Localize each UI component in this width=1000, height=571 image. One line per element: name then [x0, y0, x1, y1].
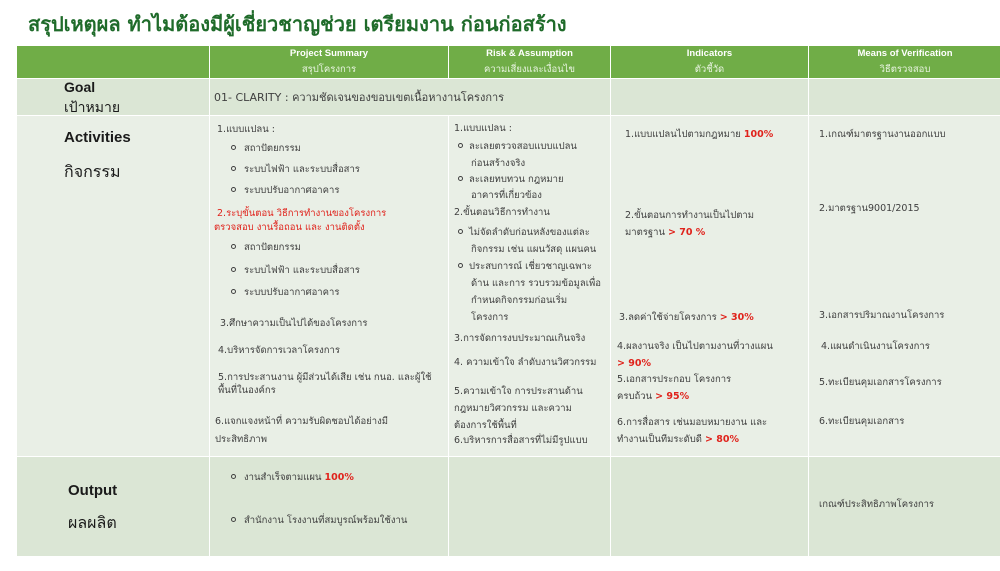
- summary-item-5-line-2: พื้นที่ในองค์กร: [218, 385, 276, 396]
- risk-item-5-line-1: 5.ความเข้าใจ การประสานด้าน: [454, 386, 583, 397]
- header-ind-en: Indicators: [686, 48, 733, 59]
- goal-label-en: Goal: [64, 79, 96, 95]
- summary-item-4: 4.บริหารจัดการเวลาโครงการ: [218, 345, 340, 356]
- mov-item-2: 2.มาตรฐาน9001/2015: [819, 203, 920, 214]
- indicator-4: 4.ผลงานจริง เป็นไปตามงานที่วางแผน: [617, 341, 773, 352]
- summary-item-1-bullet-1: สถาปัตยกรรม: [231, 142, 301, 155]
- mov-item-1: 1.เกณฑ์มาตรฐานงานออกแบบ: [819, 129, 946, 140]
- header-indicators: [611, 46, 808, 78]
- activities-label-en: Activities: [64, 129, 131, 146]
- header-mov-en: Means of Verification: [857, 48, 953, 59]
- risk-item-2-bullet-2: ประสบการณ์ เชี่ยวชาญเฉพาะ: [458, 260, 592, 273]
- summary-item-1-bullet-2: ระบบไฟฟ้า และระบบสื่อสาร: [231, 163, 360, 176]
- bullet-icon: [231, 166, 236, 171]
- output-item-2: สำนักงาน โรงงานที่สมบูรณ์พร้อมใช้งาน: [231, 514, 407, 527]
- summary-item-6-line-1: 6.แจกแจงหน้าที่ ความรับผิดชอบได้อย่างมี: [215, 416, 388, 427]
- risk-item-2-bullet-2-cont-1: ด้าน และการ รวบรวมข้อมูลเพื่อ: [471, 278, 601, 289]
- risk-item-2-bullet-2-cont-3: โครงการ: [471, 312, 509, 323]
- indicator-5-value: > 95%: [655, 391, 690, 402]
- goal-label-cell: [17, 79, 209, 115]
- activities-risk-cell: [449, 116, 610, 456]
- header-summary-th: สรุปโครงการ: [301, 64, 357, 75]
- header-summary-en: Project Summary: [289, 48, 369, 59]
- summary-item-1: 1.แบบแปลน :: [217, 124, 275, 135]
- indicator-4-value: > 90%: [617, 358, 652, 369]
- indicator-3-value: > 30%: [719, 312, 754, 323]
- goal-label-th: เป้าหมาย: [64, 100, 121, 115]
- bullet-icon: [458, 176, 463, 181]
- output-label-cell: [17, 457, 209, 556]
- output-mov-cell: [809, 457, 1000, 556]
- logframe-table: [17, 46, 1000, 556]
- mov-item-3: 3.เอกสารปริมาณงานโครงการ: [819, 310, 945, 321]
- summary-item-2-line-2: ตรวจสอบ งานรื้อถอน และ งานติดตั้ง: [214, 222, 365, 233]
- risk-item-5-line-3: ต้องการใช้พื้นที่: [454, 420, 517, 431]
- summary-item-2-bullet-2: ระบบไฟฟ้า และระบบสื่อสาร: [231, 264, 360, 277]
- indicator-2-value: > 70 %: [667, 227, 706, 238]
- indicator-6-value: > 80%: [704, 434, 739, 445]
- risk-item-1: 1.แบบแปลน :: [454, 123, 512, 134]
- activities-label-th: กิจกรรม: [64, 162, 121, 181]
- indicator-3: 3.ลดค่าใช้จ่ายโครงการ > 30%: [619, 312, 754, 323]
- risk-item-5-line-2: กฎหมายวิศวกรรม และความ: [454, 403, 572, 414]
- output-summary-cell: [210, 457, 448, 556]
- indicator-6-line-1: 6.การสื่อสาร เช่นมอบหมายงาน และ: [617, 417, 768, 428]
- bullet-icon: [231, 145, 236, 150]
- mov-item-6: 6.ทะเบียนคุมเอกสาร: [819, 416, 905, 427]
- header-risk-th: ความเสี่ยงและเงื่อนไข: [484, 64, 575, 75]
- goal-summary-cell: [210, 79, 610, 115]
- goal-mov-cell: [809, 79, 1000, 115]
- output-risk-cell: [449, 457, 610, 556]
- bullet-icon: [231, 517, 236, 522]
- summary-item-2-line-1: 2.ระบุขั้นตอน วิธีการทำงานของโครงการ: [217, 208, 387, 219]
- summary-item-6-line-2: ประสิทธิภาพ: [215, 434, 267, 445]
- activities-summary-cell: [210, 116, 448, 456]
- risk-item-1-bullet-1: ละเลยตรวจสอบแบบแปลน: [458, 140, 577, 153]
- output-label-en: Output: [68, 482, 118, 499]
- risk-item-1-bullet-1-cont: ก่อนสร้างจริง: [471, 158, 526, 169]
- indicator-1-value: 100%: [743, 129, 774, 140]
- summary-item-5-line-1: 5.การประสานงาน ผู้มีส่วนได้เสีย เช่น กนอ. และผู้ใช้: [218, 372, 432, 383]
- indicator-2-line-1: 2.ขั้นตอนการทำงานเป็นไปตาม: [625, 210, 755, 221]
- risk-item-3: 3.การจัดการงบประมาณเกินจริง: [454, 333, 586, 344]
- bullet-icon: [231, 244, 236, 249]
- header-means-of-verification: [809, 46, 1000, 78]
- bullet-icon: [231, 474, 236, 479]
- risk-item-2-bullet-2-cont-2: กำหนดกิจกรรมก่อนเริ่ม: [471, 295, 568, 306]
- output-indicators-cell: [611, 457, 808, 556]
- summary-item-2-bullet-3: ระบบปรับอากาศอาคาร: [231, 286, 339, 299]
- activities-mov-cell: [809, 116, 1000, 456]
- summary-item-1-bullet-3: ระบบปรับอากาศอาคาร: [231, 184, 339, 197]
- header-ind-th: ตัวชี้วัด: [694, 64, 725, 75]
- activities-indicators-cell: [611, 116, 808, 456]
- bullet-icon: [458, 263, 463, 268]
- goal-indicators-cell: [611, 79, 808, 115]
- goal-summary-text: 01- CLARITY : ความชัดเจนของขอบเขตเนื้อหางานโครงการ: [214, 91, 505, 104]
- summary-item-2-bullet-1: สถาปัตยกรรม: [231, 241, 301, 254]
- output-item-1: งานสำเร็จตามแผน 100%: [231, 471, 354, 484]
- bullet-icon: [458, 143, 463, 148]
- indicator-6-line-2: ทำงานเป็นทีมระดับดี > 80%: [617, 434, 739, 445]
- header-project-summary: [210, 46, 448, 78]
- output-mov-text: เกณฑ์ประสิทธิภาพโครงการ: [819, 499, 935, 510]
- bullet-icon: [231, 289, 236, 294]
- bullet-icon: [231, 187, 236, 192]
- risk-item-2-bullet-1: ไม่จัดลำดับก่อนหลังของแต่ละ: [458, 226, 590, 239]
- header-blank-cell: [17, 46, 209, 78]
- header-risk-assumption: [449, 46, 610, 78]
- risk-item-2: 2.ขั้นตอนวิธีการทำงาน: [454, 207, 550, 218]
- header-risk-en: Risk & Assumption: [486, 48, 573, 59]
- bullet-icon: [458, 229, 463, 234]
- indicator-2-line-2: มาตรฐาน > 70 %: [625, 227, 706, 238]
- header-mov-th: วิธีตรวจสอบ: [879, 64, 931, 75]
- page-title: สรุปเหตุผล ทำไมต้องมีผู้เชี่ยวชาญช่วย เตรียมงาน ก่อนก่อสร้าง: [28, 12, 567, 36]
- mov-item-5: 5.ทะเบียนคุมเอกสารโครงการ: [819, 377, 942, 388]
- risk-item-1-bullet-2-cont: อาคารที่เกี่ยวข้อง: [471, 190, 542, 201]
- output-item-1-value: 100%: [324, 472, 354, 483]
- indicator-1: 1.แบบแปลนไปตามกฎหมาย 100%: [625, 129, 774, 140]
- output-label-th: ผลผลิต: [68, 513, 117, 532]
- indicator-5-line-2: ครบถ้วน > 95%: [617, 391, 690, 402]
- risk-item-2-bullet-1-cont: กิจกรรม เช่น แผนวัสดุ แผนคน: [471, 244, 597, 255]
- risk-item-4: 4. ความเข้าใจ ลำดับงานวิศวกรรม: [454, 357, 597, 368]
- risk-item-6: 6.บริหารการสื่อสารที่ไม่มีรูปแบบ: [454, 435, 588, 446]
- bullet-icon: [231, 267, 236, 272]
- indicator-5-line-1: 5.เอกสารประกอบ โครงการ: [617, 374, 732, 385]
- summary-item-3: 3.ศึกษาความเป็นไปได้ของโครงการ: [220, 318, 368, 329]
- activities-label-cell: [17, 116, 209, 456]
- risk-item-1-bullet-2: ละเลยทบทวน กฎหมาย: [458, 173, 564, 186]
- mov-item-4: 4.แผนดำเนินงานโครงการ: [821, 341, 930, 352]
